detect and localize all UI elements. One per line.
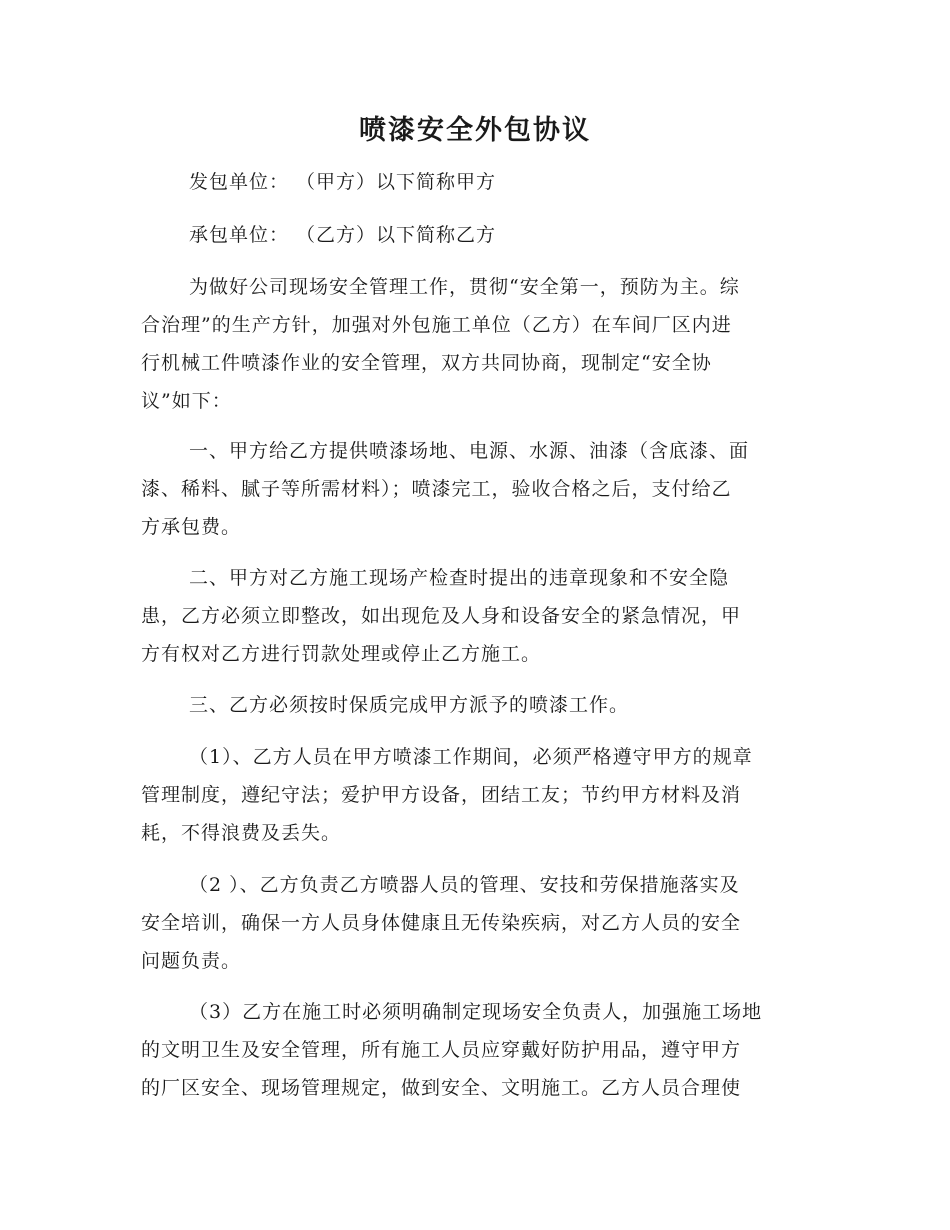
- document-title: 喷漆安全外包协议: [359, 115, 591, 146]
- paragraph-line: （2 ）、乙方负责乙方喷器人员的管理、安技和劳保措施落实及: [189, 874, 740, 896]
- paragraph-line: 一、甲方给乙方提供喷漆场地、电源、水源、油漆（含底漆、面: [189, 440, 750, 462]
- party-b-line: [141, 216, 809, 254]
- item-1-paragraph: [141, 738, 809, 852]
- party-a-line: [141, 163, 809, 201]
- paragraph-line: （1）、乙方人员在甲方喷漆工作期间，必须严格遵守甲方的规章: [189, 746, 753, 768]
- item-3-paragraph: [141, 993, 809, 1107]
- paragraph-line: 问题负责。: [141, 950, 242, 972]
- paragraph-line: 方承包费。: [141, 516, 242, 538]
- item-2-paragraph: [141, 866, 809, 980]
- party-a-text: 发包单位： （甲方）以下简称甲方: [189, 171, 497, 193]
- paragraph-line: （3）乙方在施工时必须明确制定现场安全负责人，加强施工场地: [189, 1001, 763, 1023]
- paragraph-line: 合治理”的生产方针，加强对外包施工单位（乙方）在车间厂区内进: [141, 314, 732, 336]
- paragraph-line: 方有权对乙方进行罚款处理或停止乙方施工。: [141, 643, 542, 665]
- intro-paragraph: [141, 268, 809, 420]
- paragraph-line: 管理制度，遵纪守法；爱护甲方设备，团结工友；节约甲方材料及消: [141, 784, 742, 806]
- paragraph-line: 的厂区安全、现场管理规定，做到安全、文明施工。乙方人员合理使: [141, 1077, 742, 1099]
- paragraph-line: 议”如下：: [141, 390, 232, 412]
- clause-1-paragraph: [141, 432, 809, 546]
- paragraph-line: 二、甲方对乙方施工现场产检查时提出的违章现象和不安全隐: [189, 567, 730, 589]
- paragraph-line: 漆、稀料、腻子等所需材料）；喷漆完工，验收合格之后，支付给乙: [141, 478, 732, 500]
- paragraph-line: 行机械工件喷漆作业的安全管理，双方共同协商，现制定“安全协: [141, 352, 712, 374]
- clause-3-paragraph: [141, 686, 809, 724]
- paragraph-line: 为做好公司现场安全管理工作，贯彻“安全第一，预防为主。综: [189, 276, 740, 298]
- paragraph-line: 患，乙方必须立即整改，如出现危及人身和设备安全的紧急情况，甲: [141, 605, 742, 627]
- party-b-text: 承包单位： （乙方）以下简称乙方: [189, 224, 497, 246]
- clause-2-paragraph: [141, 559, 809, 673]
- paragraph-line: 耗，不得浪费及丢失。: [141, 822, 342, 844]
- paragraph-line: 的文明卫生及安全管理，所有施工人员应穿戴好防护用品，遵守甲方: [141, 1039, 742, 1061]
- paragraph-line: 安全培训，确保一方人员身体健康且无传染疾病，对乙方人员的安全: [141, 912, 742, 934]
- paragraph-line: 三、乙方必须按时保质完成甲方派予的喷漆工作。: [189, 694, 630, 716]
